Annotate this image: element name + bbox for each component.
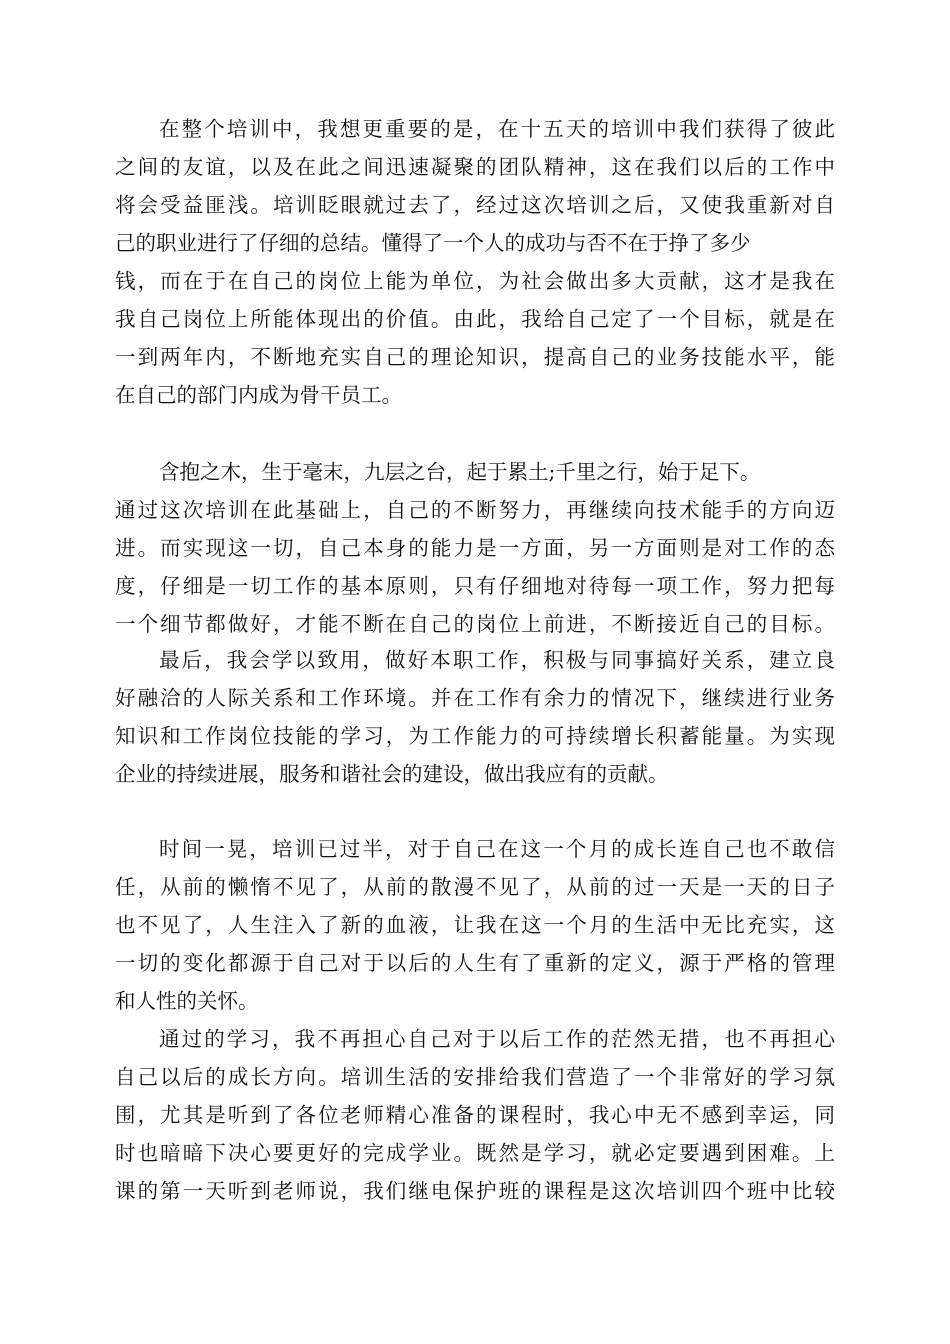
paragraph-line: 也不见了，人生注入了新的血液，让我在这一个月的生活中无比充实，这 — [115, 913, 835, 937]
paragraph-line: 己的职业进行了仔细的总结。懂得了一个人的成功与否不在于挣了多少 — [115, 231, 751, 255]
paragraph-line: 企业的持续进展，服务和谐社会的建设，做出我应有的贡献。 — [115, 762, 669, 786]
paragraph-line: 一个细节都做好，才能不断在自己的岗位上前进，不断接近自己的目标。 — [115, 612, 835, 636]
paragraph-line: 将会受益匪浅。培训眨眼就过去了，经过这次培训之后，又使我重新对自 — [115, 193, 835, 217]
paragraph-line: 之间的友谊，以及在此之间迅速凝聚的团队精神，这在我们以后的工作中 — [115, 155, 835, 179]
paragraph-line: 钱，而在于在自己的岗位上能为单位，为社会做出多大贡献，这才是我在 — [115, 269, 835, 293]
paragraph-line: 一到两年内，不断地充实自己的理论知识，提高自己的业务技能水平，能 — [115, 345, 835, 369]
paragraph-line: 时也暗暗下决心要更好的完成学业。既然是学习，就必定要遇到困难。上 — [115, 1141, 835, 1165]
paragraph-5 — [115, 1020, 835, 1210]
paragraph-4 — [115, 830, 835, 1020]
paragraph-2 — [115, 453, 835, 643]
paragraph-line: 知识和工作岗位技能的学习，为工作能力的可持续增长积蓄能量。为实现 — [115, 724, 835, 748]
paragraph-line: 课的第一天听到老师说，我们继电保护班的课程是这次培训四个班中比较 — [115, 1179, 835, 1203]
paragraph-line: 一切的变化都源于自己对于以后的人生有了重新的定义，源于严格的管理 — [115, 951, 835, 975]
paragraph-line: 我自己岗位上所能体现出的价值。由此，我给自己定了一个目标，就是在 — [115, 307, 835, 331]
paragraph-line: 围，尤其是听到了各位老师精心准备的课程时，我心中无不感到幸运，同 — [115, 1103, 835, 1127]
paragraph-line: 好融洽的人际关系和工作环境。并在工作有余力的情况下，继续进行业务 — [115, 686, 835, 710]
paragraph-3 — [115, 641, 835, 793]
paragraph-line: 任，从前的懒惰不见了，从前的散漫不见了，从前的过一天是一天的日子 — [115, 875, 835, 899]
paragraph-line: 通过这次培训在此基础上，自己的不断努力，再继续向技术能手的方向迈 — [115, 498, 835, 522]
paragraph-1 — [115, 110, 835, 414]
paragraph-line: 和人性的关怀。 — [115, 989, 259, 1013]
paragraph-line: 度，仔细是一切工作的基本原则，只有仔细地对待每一项工作，努力把每 — [115, 574, 835, 598]
paragraph-line: 在整个培训中，我想更重要的是，在十五天的培训中我们获得了彼此 — [159, 117, 835, 141]
paragraph-line: 通过的学习，我不再担心自己对于以后工作的茫然无措，也不再担心 — [159, 1027, 835, 1051]
paragraph-line: 进。而实现这一切，自己本身的能力是一方面，另一方面则是对工作的态 — [115, 536, 835, 560]
paragraph-line: 最后，我会学以致用，做好本职工作，积极与同事搞好关系，建立良 — [159, 648, 835, 672]
paragraph-line: 时间一晃，培训已过半，对于自己在这一个月的成长连自己也不敢信 — [159, 837, 835, 861]
paragraph-line: 含抱之木，生于毫末，九层之台，起于累土;千里之行，始于足下。 — [159, 460, 761, 484]
paragraph-line: 在自己的部门内成为骨干员工。 — [115, 383, 402, 407]
paragraph-line: 自己以后的成长方向。培训生活的安排给我们营造了一个非常好的学习氛 — [115, 1065, 835, 1089]
